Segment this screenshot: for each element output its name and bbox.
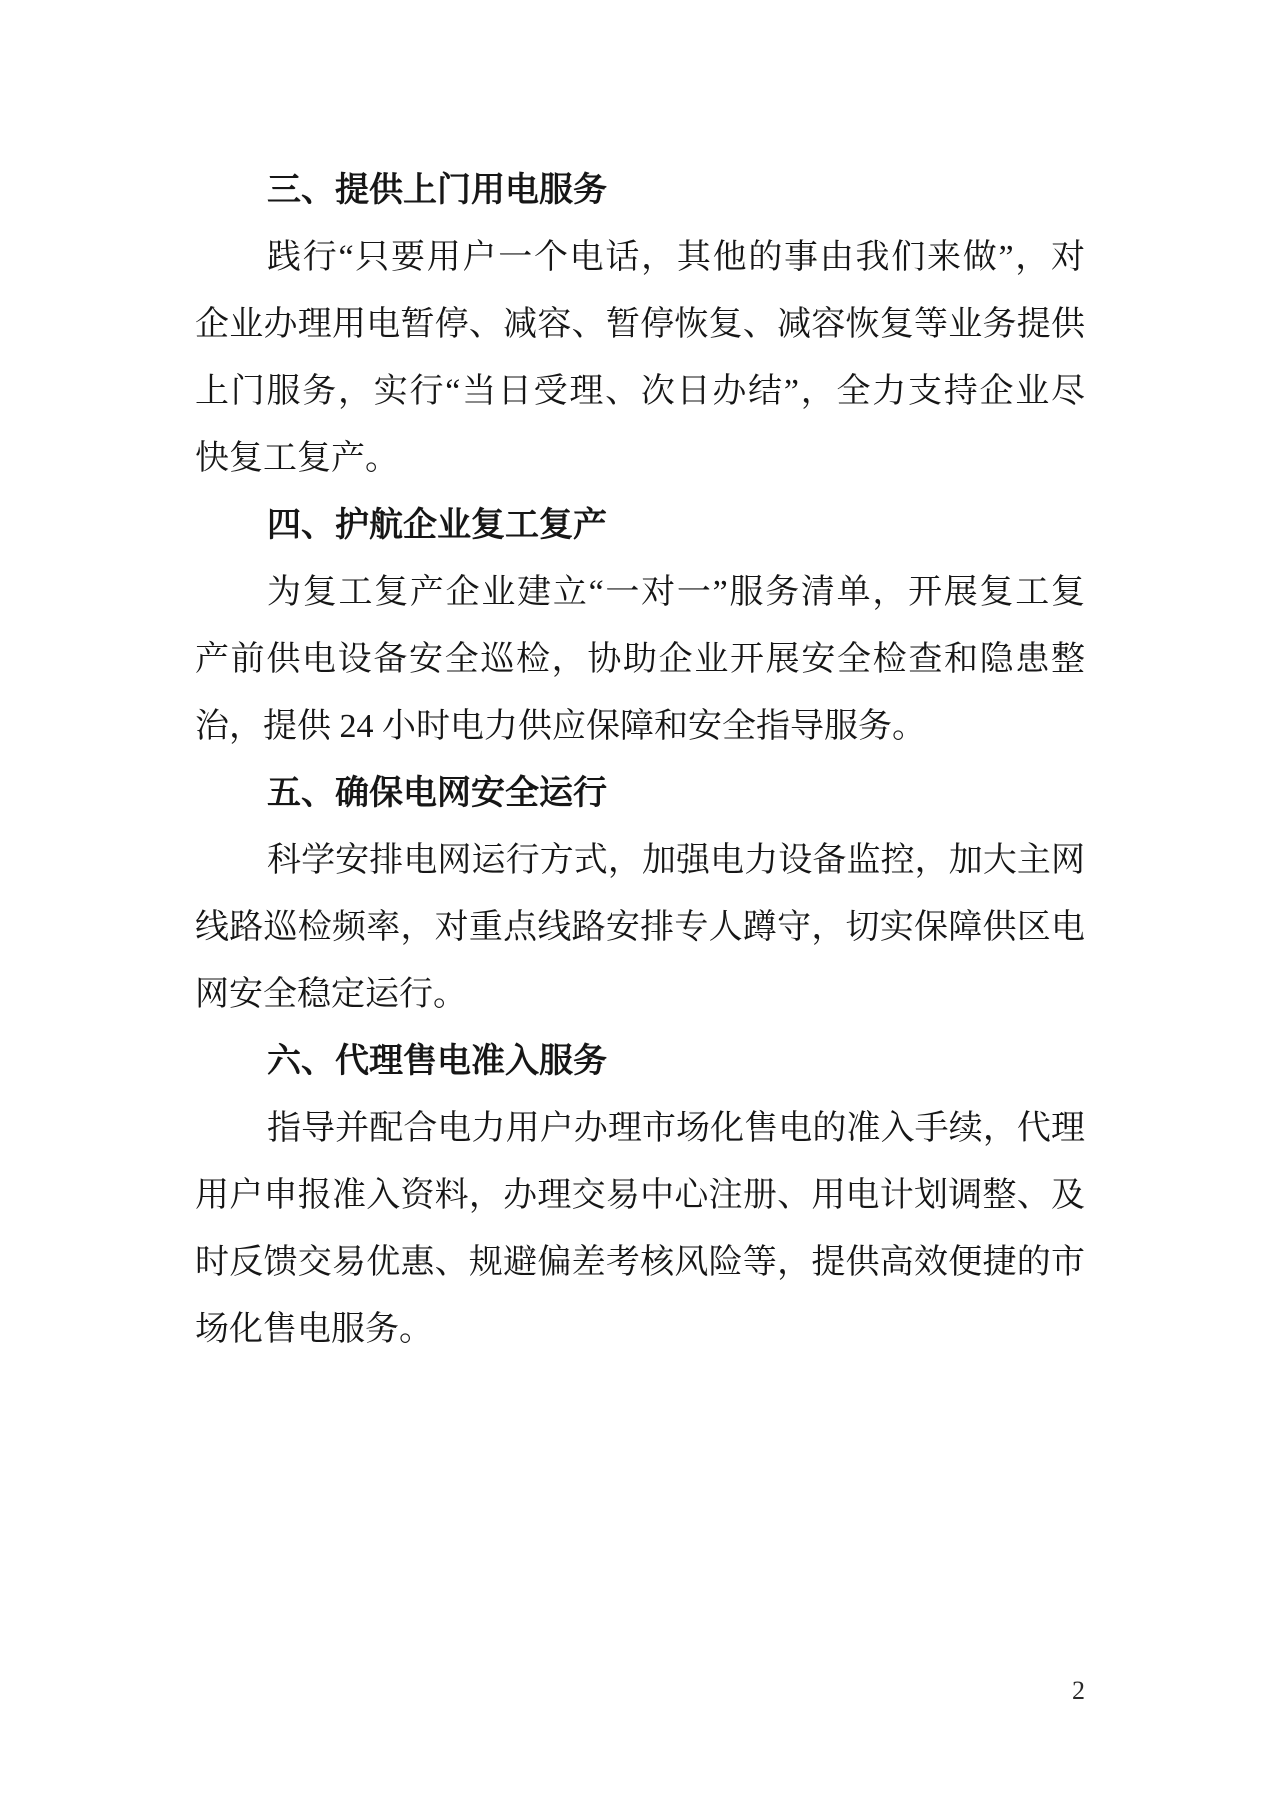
body-line: 快复工复产。	[195, 440, 399, 477]
body-line: 企业办理用电暂停、减容、暂停恢复、减容恢复等业务提供	[195, 306, 1085, 343]
section-heading: 三、提供上门用电服务	[267, 172, 607, 209]
body-line: 时反馈交易优惠、规避偏差考核风险等，提供高效便捷的市	[195, 1244, 1085, 1281]
body-line: 线路巡检频率，对重点线路安排专人蹲守，切实保障供区电	[195, 909, 1085, 946]
body-line: 用户申报准入资料，办理交易中心注册、用电计划调整、及	[195, 1177, 1085, 1214]
document-body	[195, 157, 1085, 1363]
section-heading: 六、代理售电准入服务	[267, 1043, 607, 1080]
section-heading: 五、确保电网安全运行	[267, 775, 607, 812]
body-line: 上门服务，实行“当日受理、次日办结”，全力支持企业尽	[195, 373, 1085, 410]
body-line: 网安全稳定运行。	[195, 976, 467, 1013]
body-line: 指导并配合电力用户办理市场化售电的准入手续，代理	[267, 1110, 1085, 1147]
body-line: 为复工复产企业建立“一对一”服务清单，开展复工复	[267, 574, 1085, 611]
body-line: 科学安排电网运行方式，加强电力设备监控，加大主网	[267, 842, 1085, 879]
body-line: 践行“只要用户一个电话，其他的事由我们来做”，对	[267, 239, 1085, 276]
section-heading: 四、护航企业复工复产	[267, 507, 607, 544]
body-line: 产前供电设备安全巡检，协助企业开展安全检查和隐患整	[195, 641, 1085, 678]
body-line: 治，提供 24 小时电力供应保障和安全指导服务。	[195, 708, 926, 745]
body-line: 场化售电服务。	[195, 1311, 433, 1348]
page-number: 2	[1072, 1676, 1085, 1705]
